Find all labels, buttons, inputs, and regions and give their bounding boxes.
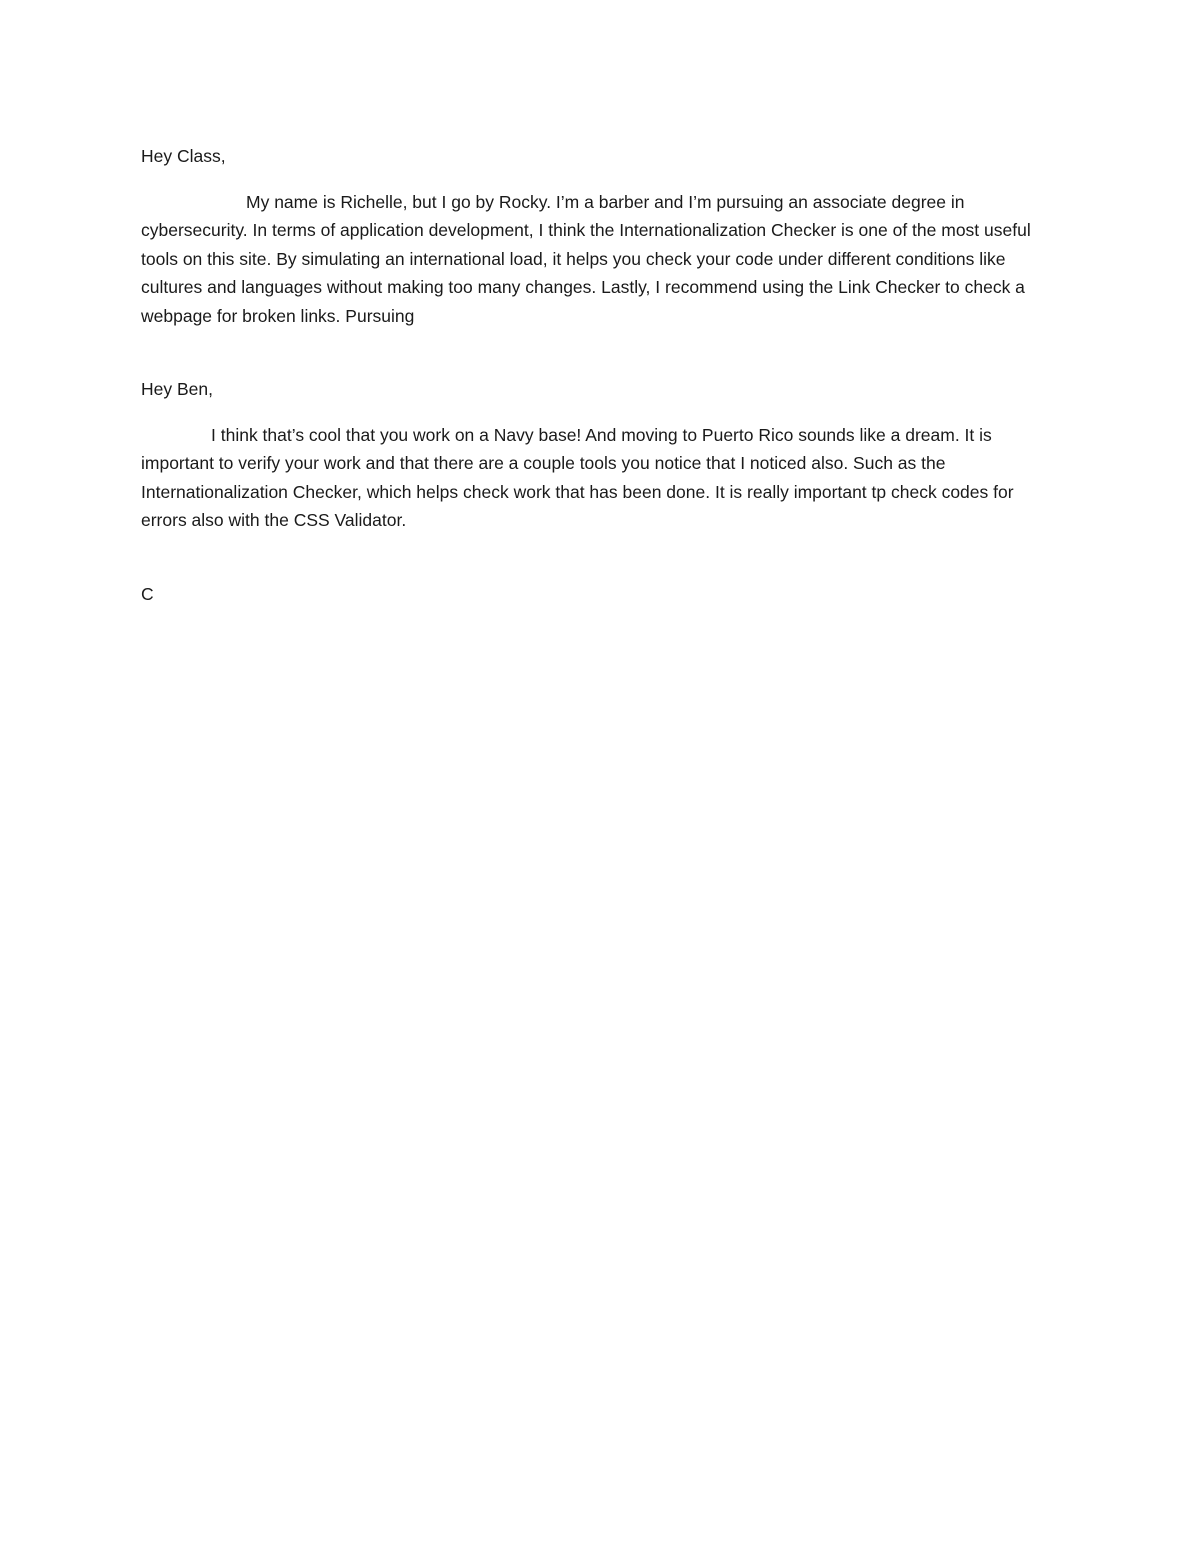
- spacer: [141, 171, 1053, 188]
- trailing-text: C: [141, 583, 154, 604]
- paragraph-intro: My name is Richelle, but I go by Rocky. I’m a barber and I’m pursuing an associate degree in cybersecurity. In terms of application development, I think the Internationalization Checker is one of the most useful tools on this site. By simulating an international load, it helps you check your code under different conditions like cultures and languages without making too many changes. Lastly, I recommend using the Link Checker to check a webpage for broken links. Pursuing: [141, 191, 1031, 326]
- spacer: [141, 330, 1053, 375]
- spacer: [141, 404, 1053, 421]
- paragraph-reply: I think that’s cool that you work on a Navy base! And moving to Puerto Rico sounds like a dream. It is important to verify your work and that there are a couple tools you notice that I noticed also. Such as the Internationalization Checker, which helps check work that has been done. It is really important tp check codes for errors also with the CSS Validator.: [141, 424, 1014, 530]
- salutation-ben: Hey Ben,: [141, 379, 213, 399]
- salutation-class: Hey Class,: [141, 146, 226, 166]
- document-content: [141, 142, 1053, 608]
- spacer: [141, 535, 1053, 580]
